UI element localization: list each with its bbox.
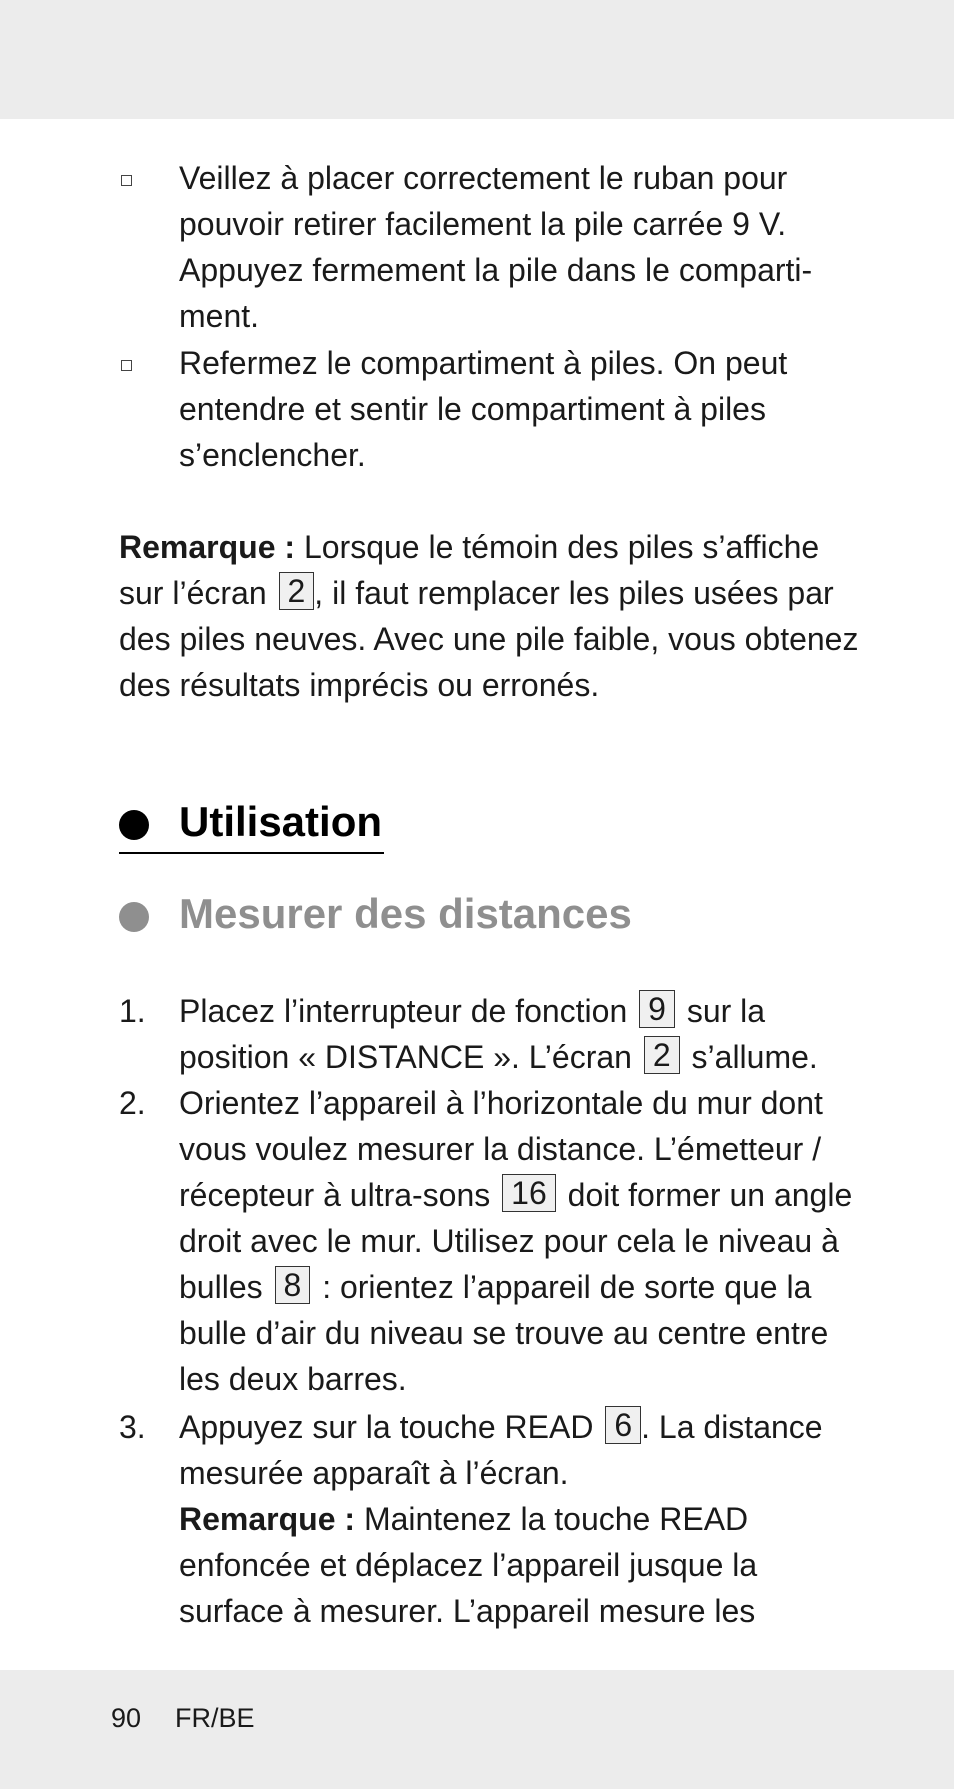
step-text-part: s’allume.: [691, 1039, 818, 1075]
step-number: 1.: [119, 993, 146, 1029]
step-text-part: Placez l’interrupteur de fonction: [179, 993, 628, 1029]
reference-number-box: 9: [639, 990, 675, 1028]
step-text-part: doit former un angle droit avec le mur. Utilisez pour cela le niveau à bulles: [179, 1177, 853, 1305]
step-text-part: Appuyez sur la touche READ: [179, 1409, 594, 1445]
heading-bullet-icon: [119, 810, 149, 840]
step-text-part: . La distance mesurée apparaît à l’écran.: [179, 1409, 823, 1491]
section-heading-text: Utilisation: [179, 798, 383, 845]
note-label: Remarque :: [119, 529, 296, 565]
square-bullet-icon: [121, 360, 132, 371]
subsection-heading-text: Mesurer des distances: [179, 890, 632, 937]
subsection-heading: [119, 888, 632, 944]
section-heading: [119, 796, 384, 854]
reference-number-box: 16: [502, 1174, 556, 1212]
reference-number-box: 6: [605, 1406, 641, 1444]
step-text-part: : orientez l’appareil de sorte que la bulle d’air du niveau se trouve au centre entre les deux barres.: [179, 1269, 829, 1397]
step-text: [179, 988, 869, 1080]
heading-bullet-icon: [119, 902, 149, 932]
step-number: 3.: [119, 1409, 146, 1445]
step-text-part: sur la position « DISTANCE ». L’écran: [179, 993, 766, 1075]
note-text: , il faut remplacer les piles usées par des piles neuves. Avec une pile faible, vous obtenez des résultats imprécis ou erronés.: [119, 575, 859, 703]
bullet-item: Veillez à placer correctement le ruban pour pouvoir retirer facilement la pile carrée 9 V. Appuyez fermement la pile dans le comparti-ment.: [179, 160, 813, 334]
page-header-band: [0, 0, 954, 119]
square-bullet-icon: [121, 175, 132, 186]
note-text: Maintenez la touche READ enfoncée et déplacez l’appareil jusque la surface à mesurer. L’appareil mesure les: [179, 1501, 758, 1629]
reference-number-box: 2: [644, 1036, 680, 1074]
language-code: FR/BE: [175, 1703, 255, 1733]
step-text: [179, 1404, 869, 1634]
page-footer-band: [0, 1670, 954, 1789]
note-label: Remarque :: [179, 1501, 356, 1537]
page-number: 90: [111, 1703, 142, 1733]
bullet-item: Refermez le compartiment à piles. On peut entendre et sentir le compartiment à piles s’enclencher.: [179, 345, 788, 473]
reference-number-box: 8: [275, 1266, 311, 1304]
note-text: Lorsque le témoin des piles s’affiche sur l’écran: [119, 529, 820, 611]
step-text: [179, 1080, 869, 1402]
note-paragraph: [119, 524, 859, 708]
step-text-part: Orientez l’appareil à l’horizontale du mur dont vous voulez mesurer la distance. L’émetteur / récepteur à ultra-sons: [179, 1085, 823, 1213]
reference-number-box: 2: [279, 572, 315, 610]
step-number: 2.: [119, 1085, 146, 1121]
